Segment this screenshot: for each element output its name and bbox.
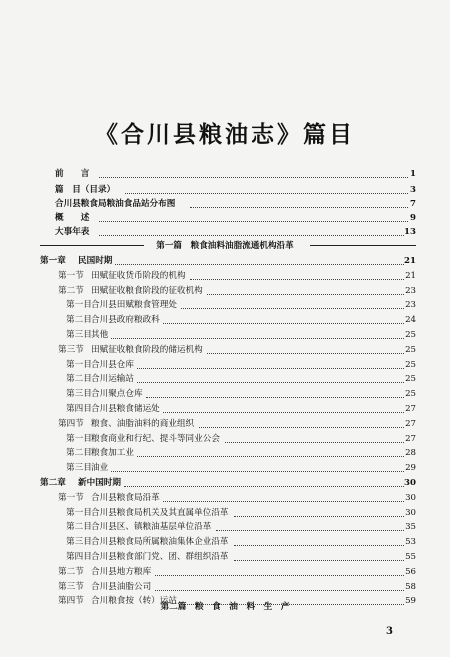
toc-number: 第四节 (58, 418, 84, 429)
dot-leader (111, 338, 404, 339)
toc-page: 23 (405, 285, 416, 296)
toc-number: 第二目 (66, 522, 92, 533)
toc-subsection (66, 299, 416, 312)
dot-leader (137, 456, 404, 457)
toc-number: 第一目 (66, 507, 92, 518)
toc-page: 30 (404, 478, 416, 488)
dot-leader (99, 235, 404, 236)
toc-label: 合川县粮食局沿革 (91, 492, 160, 503)
toc-page: 25 (405, 374, 416, 385)
toc-number: 第二章 (40, 478, 66, 488)
part-one-heading: 第一篇 粮食油料油脂流通机构沿革 (156, 241, 294, 251)
dot-leader (125, 193, 408, 194)
dot-leader (99, 177, 408, 178)
toc-subsection (66, 314, 416, 327)
toc-page: 59 (405, 596, 416, 607)
toc-section (58, 566, 416, 579)
toc-page: 58 (405, 581, 416, 592)
toc-number: 第四目 (66, 552, 92, 562)
toc-label: 大事年表 (55, 227, 90, 237)
toc-section (58, 270, 416, 283)
toc-label: 粮食、油脂油料的商业组织 (91, 418, 195, 429)
dot-leader (163, 412, 404, 413)
toc-page: 27 (405, 418, 416, 429)
toc-page: 25 (405, 344, 416, 355)
toc-subsection (66, 551, 416, 564)
toc-page: 56 (405, 566, 416, 577)
toc-section (58, 285, 416, 298)
toc-label: 田赋征收粮食阶段的征收机构 (91, 285, 203, 296)
toc-section (58, 344, 416, 357)
toc-number: 第三目 (66, 389, 92, 400)
toc-label: 合川县粮食储运处 (91, 404, 160, 414)
toc-page: 23 (405, 300, 416, 311)
dot-leader (99, 221, 408, 222)
dot-leader (111, 471, 404, 472)
toc-front-matter (55, 226, 416, 239)
toc-page: 9 (410, 213, 416, 223)
toc-number: 第二目 (66, 448, 92, 459)
toc-label: 田赋征收货币阶段的机构 (91, 270, 186, 281)
toc-page: 25 (405, 359, 416, 370)
toc-front-matter (55, 168, 416, 181)
toc-label: 油业 (91, 463, 109, 474)
toc-number: 第一目 (66, 433, 92, 444)
toc-label: 合川运输站 (91, 374, 134, 385)
toc-page: 24 (405, 315, 416, 326)
toc-number: 第二节 (58, 566, 84, 577)
toc-number: 第三目 (66, 463, 92, 474)
toc-page: 28 (405, 448, 416, 459)
toc-number: 第三目 (66, 330, 92, 340)
toc-subsection (66, 462, 416, 475)
toc-subsection (66, 433, 416, 446)
dot-leader (207, 353, 404, 354)
toc-label: 民国时期 (78, 256, 113, 266)
dot-leader (163, 323, 404, 324)
dot-leader (163, 501, 404, 502)
toc-subsection (66, 373, 416, 386)
dot-leader (137, 382, 404, 383)
toc-number: 第一目 (66, 359, 92, 370)
toc-label: 前 言 (55, 169, 90, 179)
toc-number: 第三节 (58, 344, 84, 355)
toc-label: 合川县粮食部门党、团、群组织沿革 (91, 552, 229, 562)
toc-number: 第四节 (58, 596, 84, 607)
toc-number: 第一节 (58, 270, 84, 281)
toc-number: 第三目 (66, 537, 92, 548)
dot-leader (115, 264, 404, 265)
part-two-heading: 第二篇 粮 食 油 料 生 产 (160, 602, 290, 612)
toc-chapter (40, 477, 416, 490)
dot-leader (199, 427, 404, 428)
dot-leader (225, 442, 404, 443)
toc-subsection (66, 359, 416, 372)
toc-label: 合川县仓库 (91, 359, 134, 370)
toc-number: 第一章 (40, 256, 66, 266)
dot-leader (190, 207, 408, 208)
section-rule-right (310, 245, 416, 246)
dot-leader (155, 575, 404, 576)
toc-subsection (66, 329, 416, 342)
dot-leader (234, 545, 404, 546)
toc-number: 第二目 (66, 374, 92, 385)
toc-label: 合川县田赋粮食管理处 (91, 300, 177, 311)
toc-label: 篇 目（目录） (55, 185, 116, 195)
toc-page: 27 (405, 404, 416, 414)
dot-leader (137, 368, 404, 369)
toc-page: 30 (405, 507, 416, 518)
toc-page: 1 (410, 169, 416, 179)
toc-label: 合川县粮食局机关及其直属单位沿革 (91, 507, 229, 518)
dot-leader (155, 590, 404, 591)
toc-page: 21 (405, 270, 416, 281)
toc-number: 第三节 (58, 581, 84, 592)
toc-page: 21 (404, 256, 416, 266)
dot-leader (216, 530, 404, 531)
document-title: 《合川县粮油志》篇目 (95, 121, 355, 148)
toc-subsection (66, 388, 416, 401)
toc-section (58, 492, 416, 505)
toc-page: 3 (410, 185, 416, 195)
toc-page: 7 (410, 199, 416, 209)
toc-label: 合川聚点仓库 (91, 389, 143, 400)
toc-number: 第二目 (66, 315, 92, 326)
toc-number: 第四目 (66, 404, 92, 414)
toc-chapter (40, 255, 416, 268)
toc-front-matter (55, 212, 416, 225)
toc-label: 合川县油脂公司 (91, 581, 152, 592)
toc-subsection (66, 447, 416, 460)
toc-label: 合川县粮食局粮油食品站分布图 (55, 199, 176, 209)
toc-label: 合川县政府粮政科 (91, 315, 160, 326)
dot-leader (146, 397, 404, 398)
dot-leader (234, 560, 404, 561)
toc-page: 30 (405, 492, 416, 503)
toc-label: 新中国时期 (78, 478, 121, 488)
toc-label: 合川县区、镇粮油基层单位沿革 (91, 522, 212, 533)
toc-section (58, 418, 416, 431)
dot-leader (234, 516, 404, 517)
toc-label: 粮食加工业 (91, 448, 134, 459)
toc-page: 29 (405, 463, 416, 474)
toc-section (58, 581, 416, 594)
toc-label: 其他 (91, 330, 109, 340)
toc-label: 田赋征收粮食阶段的储运机构 (91, 344, 203, 355)
toc-subsection (66, 507, 416, 520)
toc-label: 合川县粮食局所属粮油集体企业沿革 (91, 537, 229, 548)
toc-label: 合川县地方粮库 (91, 566, 152, 577)
page-number: 3 (386, 626, 393, 637)
toc-subsection (66, 521, 416, 534)
toc-page: 53 (405, 537, 416, 548)
toc-page: 27 (405, 433, 416, 444)
toc-label: 合川粮食按（转）运站 (91, 596, 177, 607)
toc-subsection (66, 403, 416, 416)
toc-page: 55 (405, 552, 416, 562)
toc-front-matter (55, 184, 416, 197)
toc-label: 粮食商业和行纪、提斗等同业公会 (91, 433, 220, 444)
toc-front-matter (55, 198, 416, 211)
dot-leader (207, 294, 404, 295)
toc-page: 25 (405, 330, 416, 340)
toc-page: 35 (405, 522, 416, 533)
toc-page: 25 (405, 389, 416, 400)
toc-page: 13 (404, 227, 416, 237)
toc-number: 第一目 (66, 300, 92, 311)
toc-number: 第二节 (58, 285, 84, 296)
dot-leader (181, 308, 404, 309)
dot-leader (190, 279, 404, 280)
toc-number: 第一节 (58, 492, 84, 503)
toc-subsection (66, 536, 416, 549)
dot-leader (124, 486, 404, 487)
toc-label: 概 述 (55, 213, 90, 223)
